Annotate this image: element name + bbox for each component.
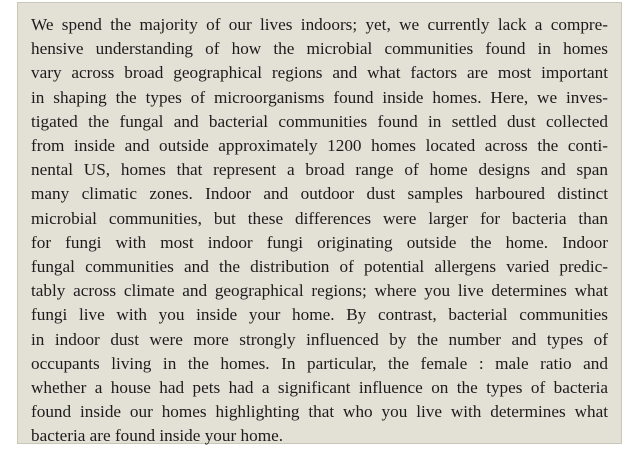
abstract-line: in indoor dust were more strongly influenced by the number and types of <box>31 329 608 349</box>
abstract-line: tably across climate and geographical regions; where you live determines what <box>31 281 608 301</box>
abstract-line: bacteria are found inside your home. <box>31 426 283 446</box>
abstract-line: for fungi with most indoor fungi originating outside the home. Indoor <box>31 232 608 252</box>
abstract-line: microbial communities, but these differences were larger for bacteria than <box>31 208 608 228</box>
abstract-line: occupants living in the homes. In particular, the female : male ratio and <box>31 353 608 373</box>
abstract-line: whether a house had pets had a significant influence on the types of bacteria <box>31 378 608 398</box>
abstract-paragraph <box>31 13 608 449</box>
abstract-line: vary across broad geographical regions and what factors are most important <box>31 63 608 83</box>
abstract-line: tigated the fungal and bacterial communities found in settled dust collected <box>31 111 608 131</box>
abstract-line: We spend the majority of our lives indoors; yet, we currently lack a compre- <box>31 15 608 34</box>
abstract-line: hensive understanding of how the microbial communities found in homes <box>31 39 608 59</box>
abstract-line: many climatic zones. Indoor and outdoor dust samples harboured distinct <box>31 184 608 204</box>
abstract-box <box>17 2 622 444</box>
abstract-line: found inside our homes highlighting that who you live with determines what <box>31 402 608 422</box>
abstract-line: in shaping the types of microorganisms found inside homes. Here, we inves- <box>31 87 608 107</box>
abstract-line: fungal communities and the distribution of potential allergens varied predic- <box>31 257 608 277</box>
abstract-line: nental US, homes that represent a broad range of home designs and span <box>31 160 608 180</box>
abstract-line: fungi live with you inside your home. By contrast, bacterial communities <box>31 305 608 325</box>
abstract-line: from inside and outside approximately 1200 homes located across the conti- <box>31 136 608 156</box>
